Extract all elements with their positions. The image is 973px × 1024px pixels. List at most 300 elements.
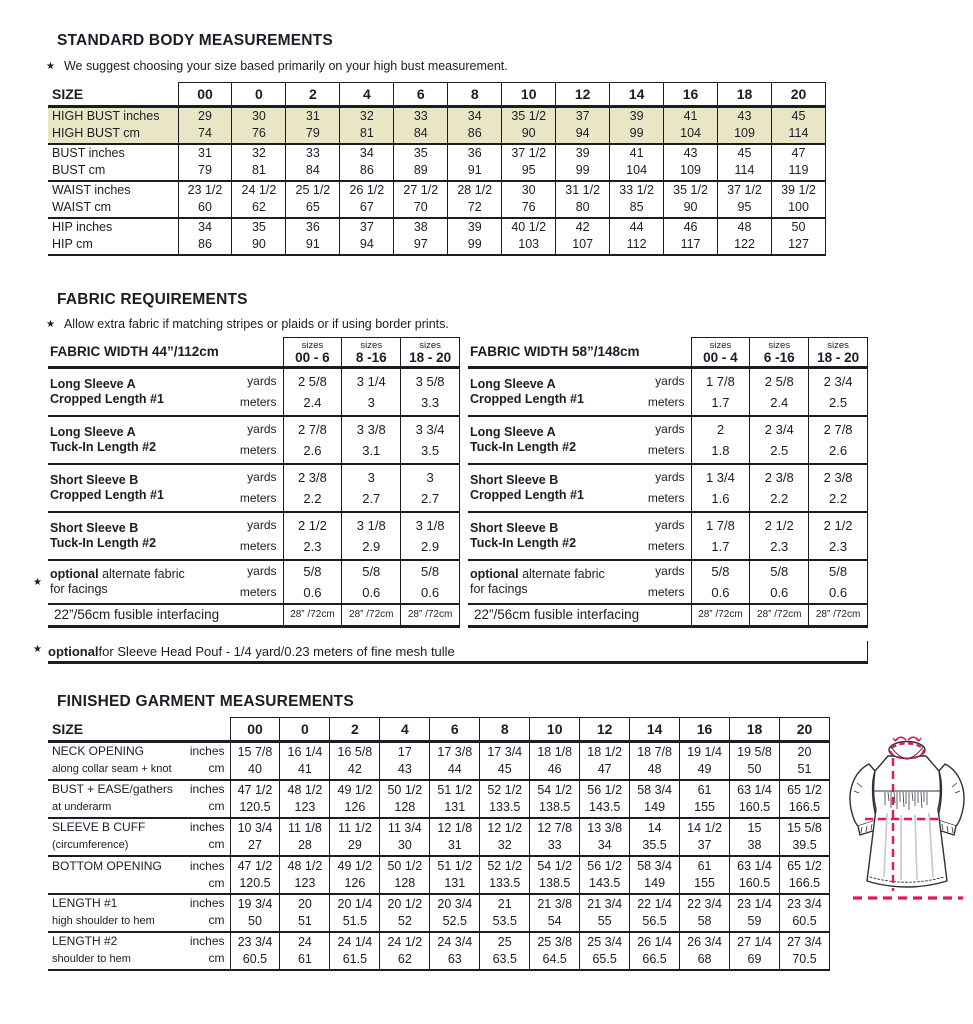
value-cm: 133.5 (489, 875, 521, 890)
value-cm: 42 (347, 761, 362, 776)
fabric-row-label-line: Tuck-In Length #2 (50, 535, 157, 550)
measurement-cell (280, 894, 330, 932)
value-inches: 15 (747, 820, 762, 835)
fabric-value-cell (750, 560, 809, 604)
unit-cm: cm (208, 761, 225, 776)
unit-meters: meters (239, 584, 277, 599)
fabric-row-label-text: alternate fabric (98, 566, 185, 581)
measurement-row (48, 894, 830, 932)
value-inches: 54 1/2 (537, 858, 573, 873)
value-inches: 47 (791, 146, 806, 160)
unit-yards: yards (247, 563, 277, 578)
value-cm: 51 (297, 913, 312, 928)
size-header-cell: 14 (630, 718, 680, 742)
unit-inches: inches (189, 934, 225, 948)
row-label-line2 (52, 798, 230, 816)
value-inches: 27 1/2 (403, 183, 439, 197)
fabric-table-44 (48, 337, 460, 628)
value-inches: 34 (467, 109, 482, 124)
measurement-cell (630, 780, 680, 818)
measurement-cell (178, 107, 232, 144)
unit-cell (225, 368, 283, 416)
value-cm: 99 (575, 163, 590, 177)
value-cm: 84 (305, 163, 320, 177)
fabric-value-cell (750, 512, 809, 560)
measurement-cell (680, 780, 730, 818)
value-cm: 56.5 (642, 913, 667, 928)
value-meters: 0.6 (829, 584, 848, 600)
value-cm: 68 (697, 951, 712, 966)
measurement-cell (718, 144, 772, 181)
fabric-value-cell (401, 416, 460, 464)
value-inches: 20 (297, 896, 312, 911)
value-inches: 26 3/4 (687, 934, 722, 949)
value-inches: 15 7/8 (237, 744, 273, 759)
measurement-cell (580, 856, 630, 894)
value-meters: 1.6 (711, 490, 730, 506)
value-yards: 1 7/8 (705, 373, 735, 389)
value-cm: 52 (397, 913, 412, 928)
row-label (48, 144, 178, 181)
value-yards: 2 5/8 (764, 373, 794, 389)
unit-cm: cm (208, 799, 225, 813)
value-cm: 160.5 (738, 799, 771, 814)
measurement-cell (448, 144, 502, 181)
size-header-cell: 4 (380, 718, 430, 742)
value-inches: 48 (737, 220, 752, 234)
value-cm: 109 (734, 126, 755, 141)
measurement-row (48, 218, 826, 255)
measurement-cell (730, 818, 780, 856)
value-cm: 97 (413, 237, 428, 251)
fabric-row-label-line: Cropped Length #1 (470, 391, 584, 406)
interfacing-value: 28” /72cm (283, 604, 342, 627)
value-cm: 49 (697, 761, 712, 776)
fabric-row-label-line (470, 567, 633, 582)
star-icon: ★ (33, 644, 42, 655)
value-inches: 27 3/4 (787, 934, 822, 949)
fabric-value-cell (283, 512, 342, 560)
unit-yards: yards (247, 469, 277, 484)
row-label-line1 (52, 858, 230, 875)
measurement-row (48, 107, 826, 144)
measurement-cell (610, 218, 664, 255)
value-meters: 3.5 (421, 442, 440, 458)
row-label-line1 (52, 819, 230, 836)
value-inches: 47 1/2 (237, 858, 273, 873)
value-yards: 2 3/4 (764, 421, 794, 437)
interfacing-value: 28” /72cm (691, 604, 750, 627)
value-cm: 90 (521, 126, 536, 141)
fabric-row-label (48, 368, 225, 416)
unit-meters: meters (239, 394, 277, 409)
value-inches: 30 (521, 183, 536, 197)
measurement-cell (380, 932, 430, 970)
measurement-cell (330, 818, 380, 856)
value-cm: 117 (680, 237, 701, 251)
value-cm: 41 (297, 761, 312, 776)
value-yards: 2 5/8 (297, 373, 327, 389)
row-label-text: LENGTH #2 (52, 934, 118, 948)
measurement-cell (178, 144, 232, 181)
value-cm: 76 (251, 126, 266, 141)
star-icon: ★ (46, 319, 55, 330)
fabric-value-cell (691, 512, 750, 560)
measurement-cell (718, 107, 772, 144)
unit-cell (225, 416, 283, 464)
value-inches: 29 (198, 109, 212, 124)
value-inches: 19 1/4 (687, 744, 722, 759)
fabric-row-label-line: Tuck-In Length #2 (50, 439, 157, 454)
value-inches: 32 (359, 109, 374, 124)
value-inches: 23 1/2 (187, 183, 223, 197)
measurement-cell (680, 818, 730, 856)
fabric-row-label-line: Cropped Length #1 (50, 487, 164, 502)
value-cm: 52.5 (442, 913, 467, 928)
measurement-cell (230, 742, 280, 780)
value-inches: 63 1/4 (737, 858, 772, 873)
value-cm: 90 (683, 200, 698, 214)
value-cm: 120.5 (239, 875, 271, 890)
value-cm: 34 (597, 837, 612, 852)
value-inches: 33 (305, 146, 320, 160)
row-label-line2 (52, 875, 230, 892)
tulle-note-bar (48, 641, 868, 664)
measurement-cell (771, 107, 825, 144)
value-yards: 2 3/4 (823, 373, 853, 389)
size-header-cell: 2 (330, 718, 380, 742)
value-cm: 33 (547, 837, 562, 852)
value-cm: 37 (697, 837, 712, 852)
row-label-text: SLEEVE B CUFF (52, 820, 146, 834)
fabric-row-label-line: Short Sleeve B (50, 472, 139, 487)
row-sublabel-text: high shoulder to hem (52, 915, 155, 927)
unit-inches: inches (189, 744, 225, 759)
value-inches: 24 1/2 (241, 183, 277, 197)
fabric-value-cell (283, 416, 342, 464)
value-cm: 84 (413, 126, 428, 141)
unit-cell (225, 512, 283, 560)
star-icon: ★ (33, 577, 42, 588)
measurement-cell (380, 856, 430, 894)
value-cm: 94 (575, 126, 590, 141)
measurement-cell (630, 894, 680, 932)
measurement-cell (340, 181, 394, 218)
blouse-technical-drawing (843, 731, 971, 909)
value-cm: 85 (629, 200, 644, 214)
value-yards: 2 3/8 (764, 469, 794, 485)
value-yards: 2 3/8 (297, 469, 327, 485)
value-meters: 2.5 (770, 442, 789, 458)
body-measurements-title: STANDARD BODY MEASUREMENTS (57, 32, 333, 49)
value-inches: 50 1/2 (387, 858, 423, 873)
measurement-cell (680, 932, 730, 970)
fabric-value-cell (691, 560, 750, 604)
value-inches: 32 (251, 146, 266, 160)
measurement-row (48, 742, 830, 780)
fabric-row (48, 560, 460, 604)
measurement-cell (610, 181, 664, 218)
size-group-range: 8 -16 (355, 350, 387, 365)
value-inches: 24 3/4 (437, 934, 473, 949)
unit-yards: yards (655, 373, 685, 388)
measurement-cell (286, 181, 340, 218)
row-label (48, 107, 178, 144)
measurement-cell (730, 894, 780, 932)
value-yards: 3 3/4 (415, 421, 445, 437)
measurement-cell (556, 107, 610, 144)
measurement-cell (230, 932, 280, 970)
measurement-cell (610, 107, 664, 144)
row-label-line: HIGH BUST cm (52, 126, 140, 141)
size-column-label: SIZE (48, 83, 178, 107)
row-label-line: WAIST inches (52, 183, 131, 197)
value-inches: 20 1/4 (337, 896, 373, 911)
value-inches: 17 3/4 (487, 744, 523, 759)
measurement-cell (380, 818, 430, 856)
fabric-row (48, 512, 460, 560)
value-inches: 11 1/8 (288, 820, 322, 835)
measurement-cell (530, 780, 580, 818)
fabric-row-label-line: for facings (470, 581, 528, 596)
value-inches: 24 1/4 (337, 934, 373, 949)
value-inches: 22 1/4 (637, 896, 672, 911)
measurement-cell (664, 107, 718, 144)
value-cm: 29 (347, 837, 362, 852)
value-inches: 50 (791, 220, 806, 234)
interfacing-label: 22”/56cm fusible interfacing (48, 604, 283, 627)
measurement-cell (178, 218, 232, 255)
fabric-row-label-line: Short Sleeve B (50, 520, 139, 535)
row-sublabel-text: shoulder to hem (52, 953, 131, 965)
fabric-row-label-line: Cropped Length #1 (470, 487, 584, 502)
value-cm: 65 (305, 200, 320, 214)
measurement-cell (630, 742, 680, 780)
value-cm: 138.5 (539, 799, 571, 814)
measurement-cell (330, 932, 380, 970)
value-inches: 18 7/8 (637, 744, 672, 759)
fabric-row (468, 416, 868, 464)
interfacing-value: 28” /72cm (342, 604, 401, 627)
fabric-value-cell (750, 464, 809, 512)
value-inches: 58 3/4 (637, 782, 672, 797)
measurement-cell (771, 218, 825, 255)
value-cm: 149 (644, 875, 666, 890)
value-cm: 95 (737, 200, 752, 214)
value-cm: 45 (497, 761, 512, 776)
fabric-row-label-line: Tuck-In Length #2 (470, 439, 577, 454)
value-cm: 100 (788, 200, 809, 214)
value-inches: 25 3/8 (537, 934, 573, 949)
row-label-line: BUST inches (52, 146, 125, 160)
value-cm: 103 (518, 237, 540, 251)
fabric-header-row (48, 338, 460, 368)
value-cm: 44 (447, 761, 462, 776)
value-cm: 86 (198, 237, 212, 251)
measurement-cell (530, 932, 580, 970)
value-cm: 120.5 (239, 799, 271, 814)
optional-word: optional (50, 566, 99, 581)
unit-cell (225, 560, 283, 604)
fabric-value-cell (750, 416, 809, 464)
measurement-cell (280, 856, 330, 894)
size-header-cell: 0 (232, 83, 286, 107)
value-cm: 114 (788, 126, 809, 141)
fabric-row (48, 416, 460, 464)
value-cm: 69 (747, 951, 762, 966)
size-group-header (401, 338, 460, 368)
row-label-line1 (52, 895, 230, 912)
fabric-header-row (468, 338, 868, 368)
value-cm: 95 (521, 163, 536, 177)
value-inches: 25 3/4 (587, 934, 623, 949)
value-cm: 143.5 (589, 875, 621, 890)
value-yards: 3 (426, 469, 434, 485)
value-inches: 54 1/2 (537, 782, 573, 797)
value-inches: 35 1/2 (673, 183, 708, 197)
value-cm: 62 (397, 951, 412, 966)
value-inches: 12 1/2 (487, 820, 523, 835)
unit-yards: yards (247, 373, 277, 388)
fabric-value-cell (342, 512, 401, 560)
value-inches: 41 (683, 109, 698, 124)
value-inches: 14 1/2 (687, 820, 722, 835)
interfacing-row (468, 604, 868, 627)
interfacing-value: 28” /72cm (401, 604, 460, 627)
value-meters: 2.4 (770, 394, 789, 410)
body-measurements-table (48, 82, 826, 256)
measurement-cell (178, 181, 232, 218)
value-inches: 18 1/8 (537, 744, 573, 759)
value-yards: 1 3/4 (705, 469, 735, 485)
value-yards: 3 (367, 469, 375, 485)
unit-inches: inches (189, 858, 225, 873)
value-inches: 12 1/8 (437, 820, 473, 835)
value-cm: 166.5 (788, 799, 821, 814)
fabric-row-label (48, 464, 225, 512)
fabric-value-cell (342, 416, 401, 464)
garment-measurements-table (48, 717, 830, 971)
value-meters: 3.1 (362, 442, 381, 458)
size-header-cell: 20 (779, 718, 829, 742)
unit-cell (633, 560, 691, 604)
value-inches: 11 3/4 (387, 820, 422, 835)
value-meters: 3 (367, 394, 375, 410)
value-inches: 44 (629, 220, 644, 234)
unit-meters: meters (647, 584, 685, 599)
value-inches: 17 (397, 744, 412, 759)
value-cm: 89 (413, 163, 428, 177)
measurement-row (48, 144, 826, 181)
row-label-line: WAIST cm (52, 200, 112, 214)
measurement-cell (232, 181, 286, 218)
measurement-cell (771, 181, 825, 218)
value-inches: 27 1/4 (737, 934, 772, 949)
value-inches: 39 1/2 (781, 183, 816, 197)
value-inches: 37 (359, 220, 374, 234)
tulle-note-text: for Sleeve Head Pouf - 1/4 yard/0.23 meters of fine mesh tulle (98, 643, 455, 659)
unit-meters: meters (239, 538, 277, 553)
row-label-line2 (52, 912, 230, 930)
fabric-value-cell (401, 512, 460, 560)
measurement-cell (394, 144, 448, 181)
size-group-header (342, 338, 401, 368)
value-meters: 2.6 (829, 442, 848, 458)
measurement-cell (340, 144, 394, 181)
fabric-requirements-title: FABRIC REQUIREMENTS (57, 291, 248, 308)
value-cm: 61.5 (342, 951, 368, 966)
value-cm: 60 (198, 200, 212, 214)
measurement-cell (280, 818, 330, 856)
measurement-cell (556, 144, 610, 181)
unit-meters: meters (647, 394, 685, 409)
value-inches: 33 (413, 109, 428, 124)
value-yards: 5/8 (711, 563, 730, 579)
measurement-cell (280, 780, 330, 818)
measurement-cell (580, 780, 630, 818)
measurement-cell (779, 780, 829, 818)
value-inches: 20 3/4 (437, 896, 473, 911)
value-cm: 80 (575, 200, 590, 214)
value-cm: 109 (680, 163, 701, 177)
value-cm: 28 (297, 837, 312, 852)
value-inches: 35 (251, 220, 266, 234)
sizes-word: sizes (419, 340, 441, 351)
measurement-cell (430, 894, 480, 932)
measurement-cell (330, 742, 380, 780)
measurement-cell (330, 856, 380, 894)
measurement-cell (394, 218, 448, 255)
measurement-cell (380, 742, 430, 780)
fabric-row (48, 368, 460, 416)
fabric-width-label: FABRIC WIDTH 58”/148cm (468, 338, 691, 368)
fabric-row-label (48, 560, 225, 604)
fabric-row-label-line: Short Sleeve B (470, 520, 559, 535)
fabric-row-label-text: alternate fabric (518, 566, 605, 581)
value-inches: 19 3/4 (237, 896, 273, 911)
fabric-table-58 (468, 337, 868, 628)
unit-yards: yards (247, 517, 277, 532)
value-inches: 37 1/2 (727, 183, 762, 197)
measurement-cell (530, 742, 580, 780)
value-cm: 70.5 (792, 951, 817, 966)
value-inches: 23 3/4 (237, 934, 273, 949)
interfacing-value: 28” /72cm (750, 604, 809, 627)
value-inches: 37 1/2 (511, 146, 547, 160)
row-label-line1 (52, 933, 230, 950)
unit-meters: meters (239, 490, 277, 505)
garment-measurements-title: FINISHED GARMENT MEASUREMENTS (57, 693, 354, 710)
fabric-value-cell (401, 368, 460, 416)
value-cm: 58 (697, 913, 712, 928)
optional-word: optional (470, 566, 519, 581)
value-meters: 0.6 (770, 584, 789, 600)
measurement-cell (630, 818, 680, 856)
value-cm: 72 (467, 200, 482, 214)
interfacing-row (48, 604, 460, 627)
value-cm: 31 (447, 837, 462, 852)
unit-yards: yards (247, 421, 277, 436)
value-inches: 24 1/2 (387, 934, 423, 949)
value-yards: 5/8 (362, 563, 381, 579)
size-group-range: 00 - 6 (295, 350, 330, 365)
value-yards: 5/8 (421, 563, 440, 579)
value-cm: 48 (647, 761, 662, 776)
measurement-row (48, 932, 830, 970)
value-meters: 1.7 (711, 394, 730, 410)
value-cm: 123 (294, 875, 316, 890)
value-cm: 126 (344, 799, 366, 814)
